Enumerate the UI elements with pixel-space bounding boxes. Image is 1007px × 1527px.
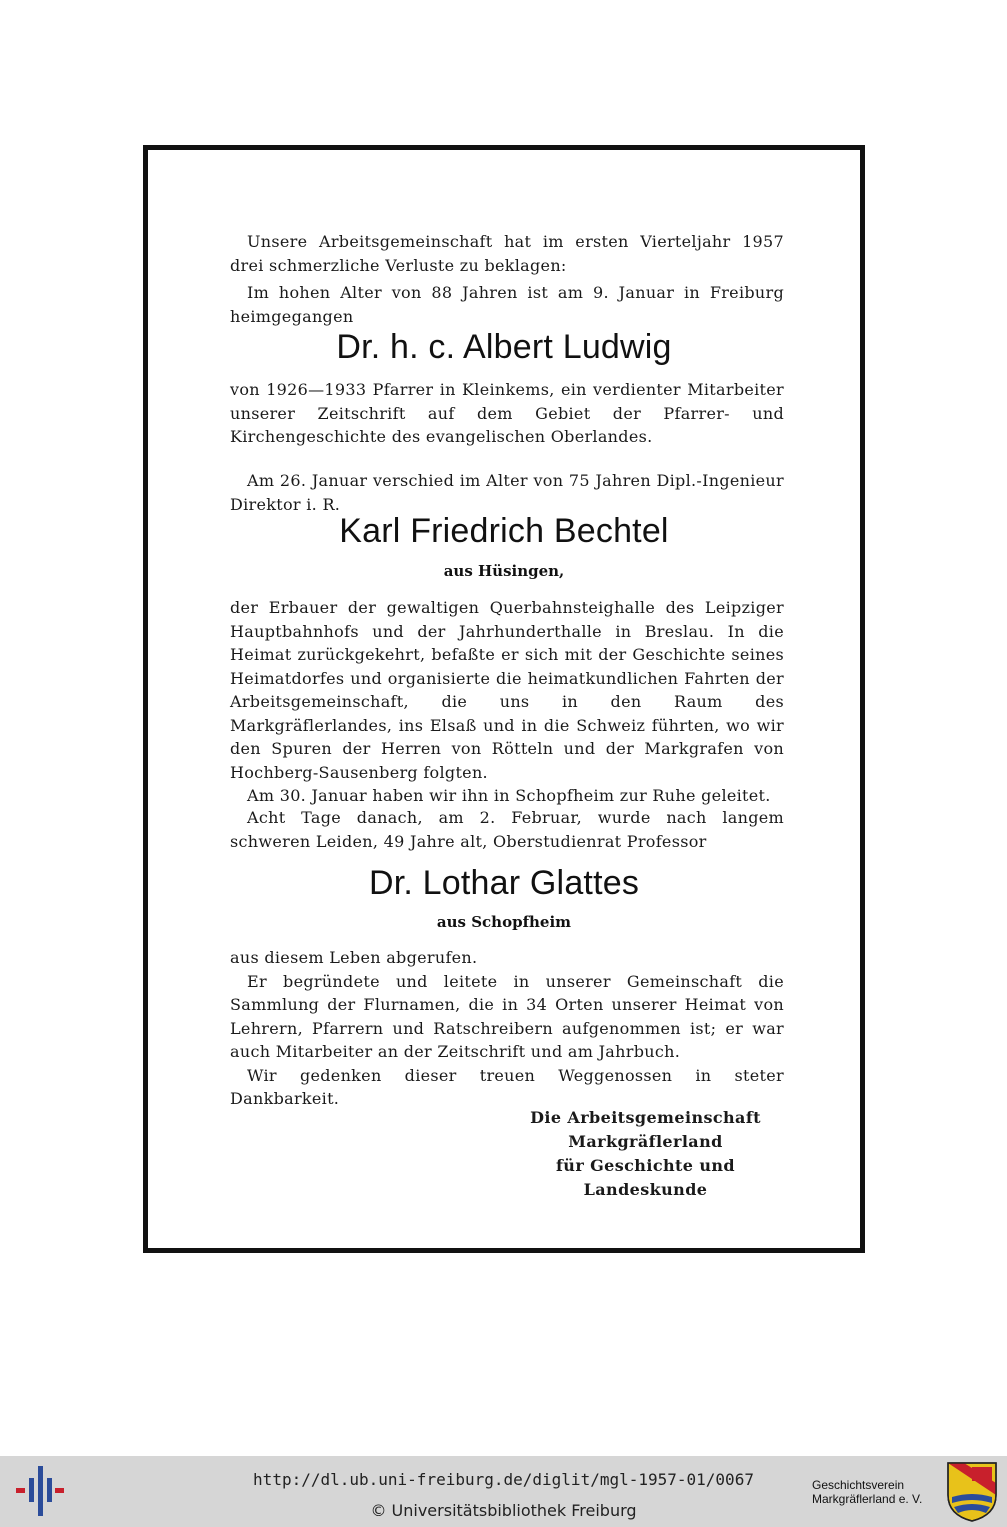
bechtel-intro-paragraph: Am 26. Januar verschied im Alter von 75 Jahren Dipl.-Ingenieur Direktor i. R. xyxy=(230,471,784,514)
bechtel-burial: Am 30. Januar haben wir ihn in Schopfheim zur Ruhe geleitet. xyxy=(247,786,771,805)
signature-line-3: für Geschichte und Landeskunde xyxy=(556,1156,735,1199)
glattes-intro-paragraph: Acht Tage danach, am 2. Februar, wurde nach langem schweren Leiden, 49 Jahre alt, Oberstudienrat Professor xyxy=(230,808,784,851)
ludwig-description: von 1926—1933 Pfarrer in Kleinkems, ein verdienter Mitarbeiter unserer Zeitschrift auf dem Gebiet der Pfarrer- und Kirchengeschichte des evangelischen Oberlandes. xyxy=(230,380,784,446)
glattes-departure: aus diesem Leben abgerufen. xyxy=(230,948,478,967)
intro-block xyxy=(230,230,784,328)
footer-url-link[interactable]: http://dl.ub.uni-freiburg.de/diglit/mgl-1957-01/0067 xyxy=(253,1470,754,1489)
glattes-origin: aus Schopfheim xyxy=(436,913,572,931)
society-line-1: Geschichtsverein xyxy=(812,1478,905,1492)
glattes-description: Er begründete und leitete in unserer Gemeinschaft die Sammlung der Flurnamen, die in 34 Orten unserer Heimat von Lehrern, Pfarrern und Ratschreibern aufgenommen ist; er war auch Mitarbeiter an der Zeitschrift und am Jahrbuch. xyxy=(230,971,784,1061)
ludwig-block xyxy=(230,378,784,449)
society-line-2: Markgräflerland e. V. xyxy=(812,1492,923,1506)
name-lothar-glattes: Dr. Lothar Glattes xyxy=(368,864,640,902)
intro-paragraph: Unsere Arbeitsgemeinschaft hat im ersten Vierteljahr 1957 drei schmerzliche Verluste zu beklagen: xyxy=(230,232,784,275)
bechtel-origin: aus Hüsingen, xyxy=(443,562,565,580)
memorial-frame xyxy=(143,145,865,1253)
bechtel-description: der Erbauer der gewaltigen Querbahnsteighalle des Leipziger Hauptbahnhofs und der Jahrhunderthalle in Breslau. In die Heimat zurückgekehrt, befaßte er sich mit der Geschichte seines Heimatdorfes und organisierte die heimatkundlichen Fahrten der Arbeitsgemeinschaft, die uns in den Raum des Markgräflerlandes, ins Elsaß und in die Schweiz führten, wo wir den Spuren der Herren von Rötteln und der Markgrafen von Hochberg-Sausenberg folgten. xyxy=(230,598,784,782)
footer-bar xyxy=(0,1456,1007,1527)
name-karl-friedrich-bechtel: Karl Friedrich Bechtel xyxy=(339,512,669,550)
name-albert-ludwig: Dr. h. c. Albert Ludwig xyxy=(336,328,672,366)
ludwig-intro-paragraph: Im hohen Alter von 88 Jahren ist am 9. Januar in Freiburg heimgegangen xyxy=(230,283,784,326)
closing-remembrance: Wir gedenken dieser treuen Weggenossen in steter Dankbarkeit. xyxy=(230,1065,784,1108)
footer-copyright: © Universitätsbibliothek Freiburg xyxy=(370,1501,637,1520)
society-name xyxy=(812,1478,922,1506)
signature-line-2: Markgräflerland xyxy=(568,1132,723,1151)
bechtel-intro-block xyxy=(230,469,784,516)
bechtel-block xyxy=(230,596,784,808)
glattes-block xyxy=(230,946,784,1111)
glattes-intro-block xyxy=(230,806,784,853)
signature-line-1: Die Arbeitsgemeinschaft xyxy=(530,1108,761,1127)
signature-block xyxy=(503,1106,788,1202)
coat-of-arms-icon xyxy=(946,1461,998,1527)
